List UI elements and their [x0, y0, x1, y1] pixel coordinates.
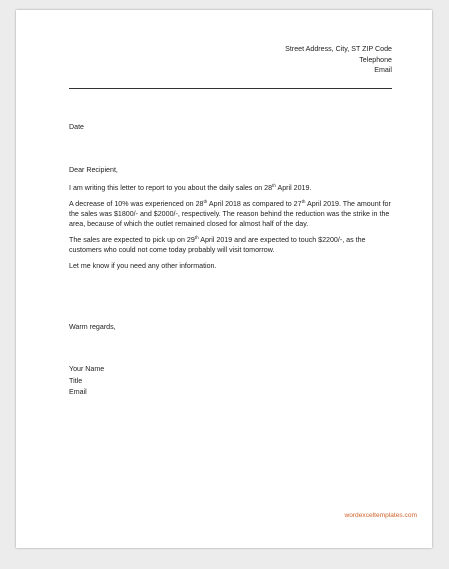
ordinal-suffix: th	[272, 183, 276, 188]
ordinal-suffix: th	[203, 199, 208, 204]
paragraph-4: Let me know if you need any other information.	[69, 262, 217, 270]
paragraph-2	[69, 199, 391, 229]
paragraph-1-text-a: I am writing this letter to report to you about the daily sales on 28	[69, 184, 273, 192]
watermark-link[interactable]: wordexceltemplates.com	[344, 512, 417, 519]
letter-content	[69, 165, 391, 277]
header-divider	[69, 88, 392, 89]
paragraph-2-text-b: April 2018 as compared to 27	[207, 200, 302, 208]
salutation: Dear Recipient,	[69, 166, 118, 174]
paragraph-3-text-b: April 2019 and are expected to touch $2200/-, as the customers who could not come today probably will visit tomorrow.	[69, 236, 366, 254]
sender-address: Street Address, City, ST ZIP Code	[285, 45, 392, 53]
signature-name: Your Name	[69, 365, 105, 373]
signature-block	[69, 364, 104, 399]
closing: Warm regards,	[69, 323, 116, 331]
paragraph-3-text-a: The sales are expected to pick up on 29	[69, 236, 195, 244]
letter-date: Date	[69, 123, 84, 131]
paragraph-2-text-c: April 2019. The amount for the sales was $1800/- and $2000/-, respectively. The reason behind the reduction was the strike in the area, because of which the outlet remained closed for almost half of the day.	[69, 200, 391, 228]
letter-page	[16, 10, 432, 548]
ordinal-suffix: th	[194, 235, 199, 240]
paragraph-3	[69, 235, 391, 255]
paragraph-1	[69, 183, 391, 193]
paragraph-1-text-b: April 2019.	[275, 184, 312, 192]
ordinal-suffix: th	[301, 199, 306, 204]
sender-telephone: Telephone	[359, 55, 392, 64]
signature-title: Title	[69, 376, 83, 385]
paragraph-2-text-a: A decrease of 10% was experienced on 28	[69, 200, 204, 208]
signature-email: Email	[69, 388, 87, 397]
sender-email: Email	[374, 66, 392, 74]
sender-info	[132, 44, 392, 76]
